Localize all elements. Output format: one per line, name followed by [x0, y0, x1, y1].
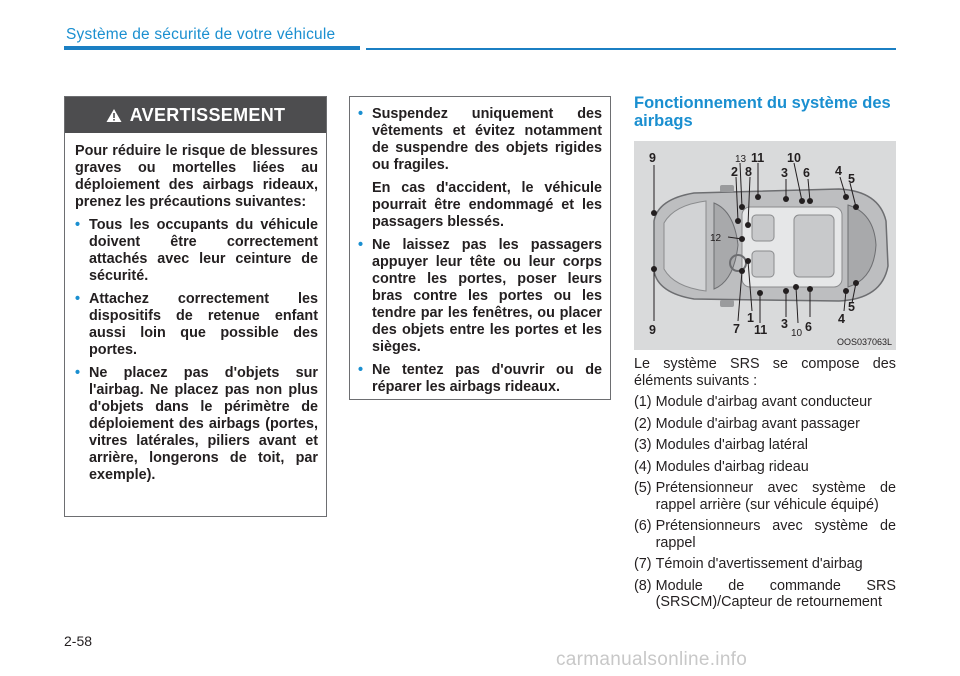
warning-bullet: • Tous les occupants du véhicule doivent être correctement attachés avec leur ceinture de sécurité.	[75, 217, 318, 284]
bullet-dot-icon: •	[75, 217, 81, 233]
callout-6-bottom: 6	[805, 320, 812, 334]
callout-6-top: 6	[803, 166, 810, 180]
callout-3-bottom: 3	[781, 317, 788, 331]
components-intro: Le système SRS se compose des éléments suivants :	[634, 356, 896, 389]
car-topview-illustration	[634, 141, 896, 350]
list-item: (7) Témoin d'avertissement d'airbag	[634, 556, 863, 572]
list-item: (5) Prétensionneur avec système de rappel arrière (sur véhicule équipé)	[634, 480, 896, 513]
warning-triangle-icon	[106, 108, 122, 123]
list-item: (3) Modules d'airbag latéral	[634, 437, 808, 453]
warning-intro: Pour réduire le risque de blessures graves ou mortelles liées au déploiement des airbags rideaux, prenez les précautions suivantes:	[75, 143, 318, 210]
watermark: carmanualsonline.info	[556, 649, 748, 670]
callout-5-top: 5	[848, 172, 855, 186]
header-rule-thin	[366, 48, 896, 50]
callout-10-top: 10	[787, 151, 801, 165]
bullet-dot-icon: •	[358, 237, 364, 253]
callout-4-top: 4	[835, 164, 842, 178]
bullet-dot-icon: •	[75, 291, 81, 307]
warning-header	[65, 97, 326, 133]
list-item: (1) Module d'airbag avant conducteur	[634, 394, 872, 410]
page-number: 2-58	[64, 633, 93, 649]
warning-subparagraph: En cas d'accident, le véhicule pourrait être endommagé et les passagers blessés.	[372, 180, 602, 230]
figure-code: OOS037063L	[836, 337, 892, 347]
warning-bullet: • Ne tentez pas d'ouvrir ou de réparer les airbags rideaux.	[358, 362, 602, 395]
list-item: (6) Prétensionneurs avec système de rappel	[634, 518, 896, 551]
header-rule-thick	[64, 46, 360, 50]
warning-title: AVERTISSEMENT	[129, 104, 286, 125]
bullet-dot-icon: •	[358, 362, 364, 378]
chapter-title: Système de sécurité de votre véhicule	[66, 26, 336, 43]
callout-10-bottom: 10	[791, 328, 803, 339]
warning-bullet: • Ne placez pas d'objets sur l'airbag. Ne placez pas non plus d'objets dans le périmètre de déploiement des airbags (portes, vitres latérales, piliers avant et arrière, longerons de toit, par exemple).	[75, 365, 318, 483]
callout-2: 2	[731, 165, 738, 179]
list-item: (2) Module d'airbag avant passager	[634, 415, 860, 432]
warning-bullet: • Ne laissez pas les passagers appuyer leur tête ou leur corps contre les portes, poser leurs bras contre les portes ou les tendre par les fenêtres, ou placer des objets entre les portes et les sièges.	[358, 237, 602, 355]
callout-11-bottom: 11	[754, 323, 768, 337]
callout-13: 13	[735, 154, 747, 165]
bullet-dot-icon: •	[75, 365, 81, 381]
callout-9-bottom: 9	[649, 323, 656, 337]
section-title: Fonctionnement du système des airbags	[634, 94, 891, 130]
list-item: (8) Module de commande SRS (SRSCM)/Capteur de retournement	[634, 577, 896, 610]
callout-12: 12	[710, 233, 722, 244]
warning-bullet: • Attachez correctement les dispositifs de retenue enfant aussi loin que possible des portes.	[75, 291, 318, 358]
callout-8: 8	[745, 165, 752, 179]
callout-11-top: 11	[751, 151, 765, 165]
callout-9-top: 9	[649, 151, 656, 165]
callout-5-bottom: 5	[848, 300, 855, 314]
callout-1: 1	[747, 311, 754, 325]
bullet-dot-icon: •	[358, 106, 364, 122]
list-item: (4) Modules d'airbag rideau	[634, 458, 809, 475]
warning-bullet: • Suspendez uniquement des vêtements et évitez notamment de suspendre des objets rigides ou fragiles.	[358, 106, 602, 173]
warning-continued-box	[349, 96, 611, 400]
warning-box	[64, 96, 327, 517]
airbag-diagram	[634, 141, 896, 350]
components-list	[634, 356, 896, 616]
callout-7: 7	[733, 322, 740, 336]
callout-3-top: 3	[781, 166, 788, 180]
callout-4-bottom: 4	[838, 312, 845, 326]
